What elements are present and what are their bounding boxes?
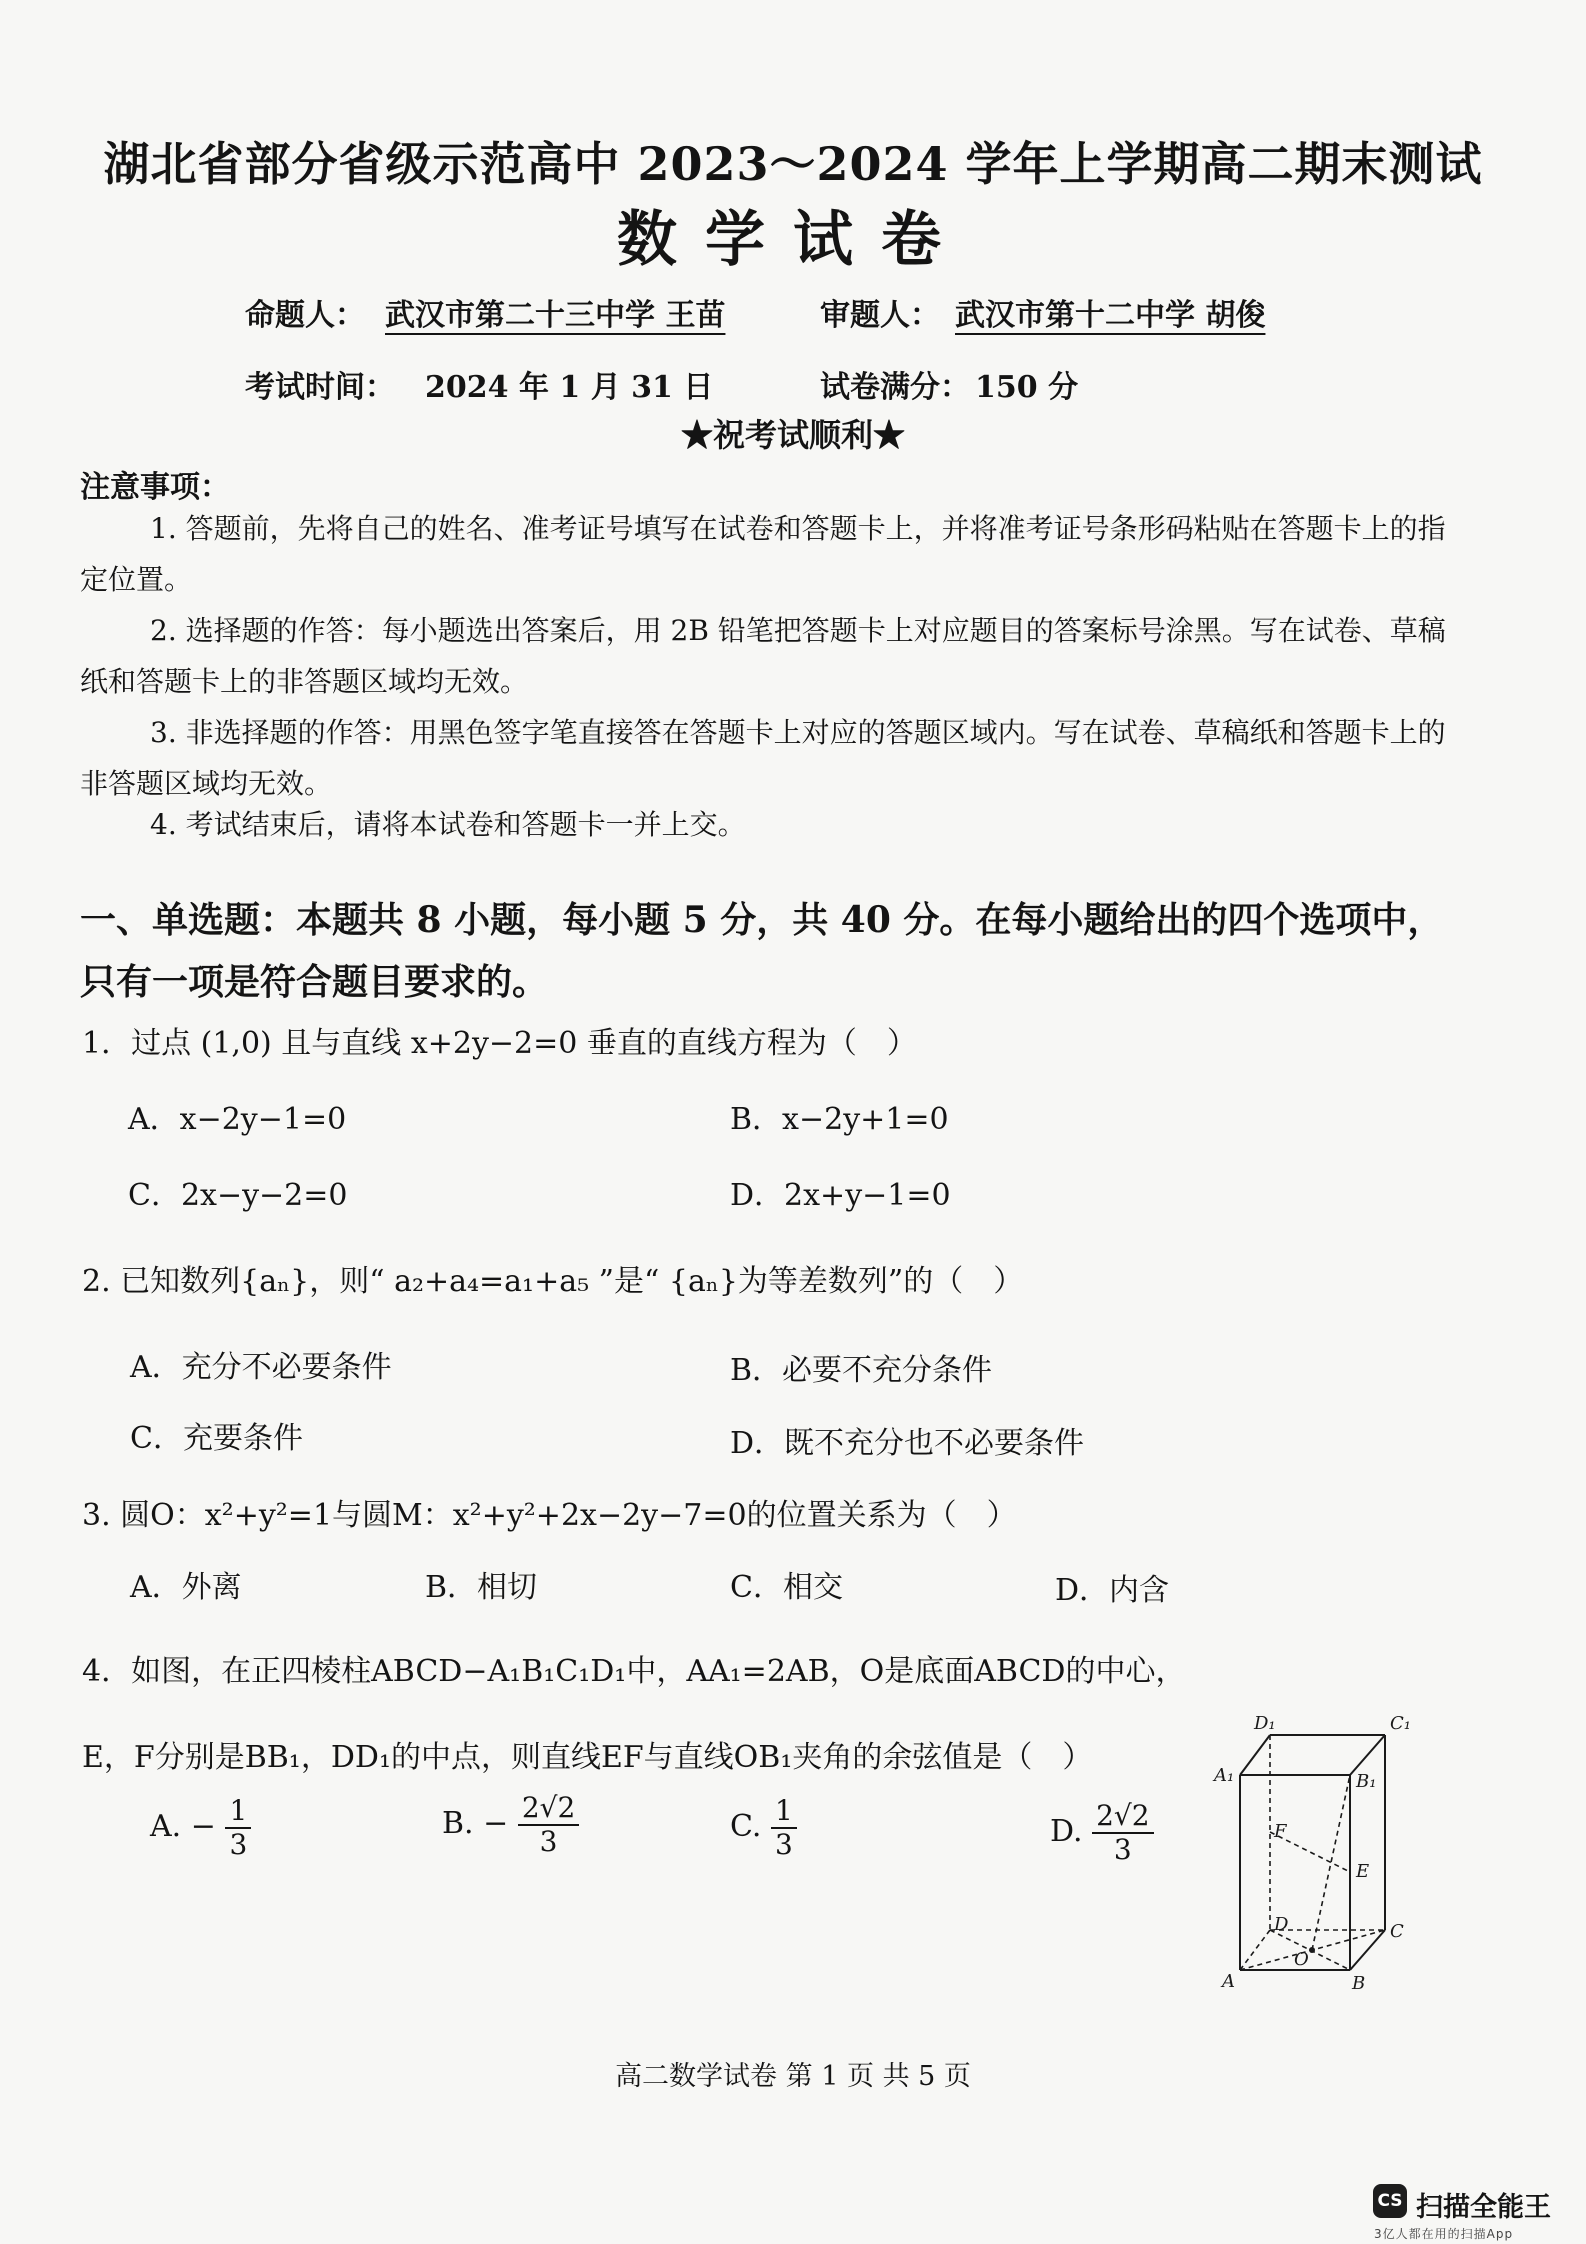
question-3-stem: 3. 圆O：x²+y²=1与圆M：x²+y²+2x−2y−7=0的位置关系为（ ） [82, 1498, 1017, 1533]
notice-item-2: 2. 选择题的作答：每小题选出答案后，用 2B 铅笔把答题卡上对应题目的答案标号涂黑。写在试卷、草稿纸和答题卡上的非答题区域均无效。 [80, 614, 1446, 698]
q3-option-c: C．相交 [730, 1570, 843, 1605]
page-footer: 高二数学试卷 第 1 页 共 5 页 [615, 2061, 971, 2092]
q1-option-d: D．2x+y−1=0 [730, 1178, 951, 1213]
prism-figure [1210, 1705, 1430, 1995]
notice-item-1: 1. 答题前，先将自己的姓名、准考证号填写在试卷和答题卡上，并将准考证号条形码粘贴在答题卡上的指定位置。 [80, 512, 1446, 596]
exam-title-subject: 数学试卷 [617, 205, 969, 275]
q2-option-b: B．必要不充分条件 [730, 1353, 993, 1388]
notice-item-3: 3. 非选择题的作答：用黑色签字笔直接答在答题卡上对应的答题区域内。写在试卷、草稿纸和答题卡上的非答题区域均无效。 [80, 716, 1446, 800]
q2-option-a: A．充分不必要条件 [130, 1350, 392, 1385]
q1-option-c: C．2x−y−2=0 [128, 1178, 348, 1213]
fraction: $\frac{2√2}{3}$ [1092, 1800, 1153, 1866]
question-4-stem-line2: E，F分别是BB₁，DD₁的中点，则直线EF与直线OB₁夹角的余弦值是（ ） [82, 1740, 1093, 1775]
label-A: A [1222, 1971, 1235, 1992]
blessing: ★祝考试顺利★ [680, 416, 905, 454]
fraction: $\frac{1}{3}$ [225, 1795, 251, 1861]
fraction: $\frac{1}{3}$ [771, 1795, 797, 1861]
q3-option-b: B．相切 [425, 1570, 538, 1605]
notice-heading: 注意事项： [80, 470, 230, 505]
label-C1: C₁ [1390, 1713, 1411, 1734]
setter-label: 命题人： [245, 298, 365, 333]
score-value: 150 分 [975, 370, 1079, 405]
label-B: B [1352, 1973, 1366, 1994]
q4-option-b: B. − $\frac{2√2}{3}$ [442, 1792, 579, 1858]
notice-item-4: 4. 考试结束后，请将本试卷和答题卡一并上交。 [150, 808, 746, 841]
scanner-tagline: 3亿人都在用的扫描App [1374, 2227, 1514, 2241]
label-C: C [1390, 1921, 1404, 1942]
label-A1: A₁ [1214, 1765, 1235, 1786]
label-D: D [1274, 1914, 1289, 1935]
label-B1: B₁ [1356, 1771, 1377, 1792]
exam-title-line1: 湖北省部分省级示范高中 2023～2024 学年上学期高二期末测试 [103, 137, 1483, 191]
q2-option-c: C．充要条件 [130, 1421, 303, 1456]
label-O: O [1294, 1949, 1309, 1970]
q4-option-d: D. $\frac{2√2}{3}$ [1050, 1800, 1154, 1866]
reviewer-label: 审题人： [820, 298, 940, 333]
scanner-logo-icon: CS [1373, 2184, 1407, 2218]
fraction: $\frac{2√2}{3}$ [518, 1792, 579, 1858]
time-label: 考试时间： [245, 370, 395, 405]
question-2-stem: 2. 已知数列{aₙ}，则“ a₂+a₄=a₁+a₅ ”是“ {aₙ}为等差数列”的（ ） [82, 1264, 1024, 1299]
q4-option-a: A. − $\frac{1}{3}$ [150, 1795, 251, 1861]
q3-option-a: A．外离 [130, 1570, 242, 1605]
label-F: F [1274, 1821, 1287, 1842]
setter-value: 武汉市第二十三中学 王苗 [385, 298, 726, 333]
q3-option-d: D．内含 [1055, 1573, 1170, 1608]
q1-option-b: B．x−2y+1=0 [730, 1102, 949, 1137]
q1-option-a: A．x−2y−1=0 [128, 1102, 347, 1137]
question-4-stem-line1: 4．如图，在正四棱柱ABCD−A₁B₁C₁D₁中，AA₁=2AB，O是底面ABCD的中心， [82, 1654, 1186, 1689]
q4-option-c: C. $\frac{1}{3}$ [730, 1795, 797, 1861]
reviewer-value: 武汉市第十二中学 胡俊 [955, 298, 1266, 333]
q2-option-d: D．既不充分也不必要条件 [730, 1426, 1085, 1461]
score-label: 试卷满分： [820, 370, 970, 405]
label-E: E [1356, 1861, 1370, 1882]
time-value: 2024 年 1 月 31 日 [425, 370, 714, 405]
label-D1: D₁ [1254, 1713, 1276, 1734]
question-1-stem: 1．过点 (1,0) 且与直线 x+2y−2=0 垂直的直线方程为（ ） [82, 1026, 917, 1061]
section-heading: 一、单选题：本题共 8 小题，每小题 5 分，共 40 分。在每小题给出的四个选项中，只有一项是符合题目要求的。 [80, 899, 1444, 1003]
scanner-app-name: 扫描全能王 [1416, 2192, 1551, 2223]
